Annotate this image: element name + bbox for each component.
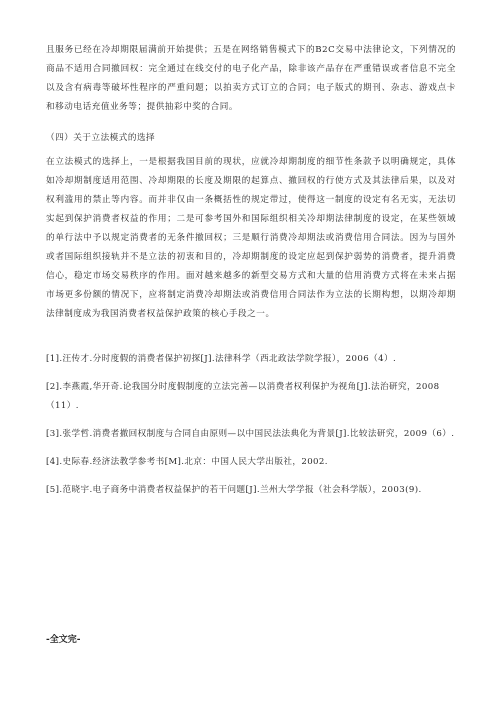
paragraph-top-block — [46, 41, 456, 117]
section-heading-block — [46, 129, 456, 148]
reference-list — [46, 350, 456, 509]
reference-item: [1].汪传才.分时度假的消费者保护初探[J].法律科学（西北政法学院学报），2006（4）. — [46, 354, 397, 364]
reference-item: [2].李燕霞,华开奇.论我国分时度假制度的立法完善—以消费者权利保护为视角[J].法治研究，2008（11）. — [46, 382, 440, 411]
reference-item: [3].张学哲.消费者撤回权制度与合同自由原则—以中国民法法典化为背景[J].比较法研究，2009（6）. — [46, 429, 455, 439]
end-mark: -全文完- — [46, 635, 81, 645]
reference-item: [5].范晓宇.电子商务中消费者权益保护的若干问题[J].兰州大学学报（社会科学版），2003(9). — [46, 485, 422, 495]
paragraph-main-block — [46, 153, 456, 324]
section-heading: （四）关于立法模式的选择 — [46, 133, 156, 143]
paragraph-top: 且服务已经在冷却期限届满前开始提供；五是在网络销售模式下的B2C交易中法律论文，下列情况的商品不适用合同撤回权：完全通过在线交付的电子化产品，除非该产品存在严重错误或者信息不完全以及含有病毒等破坏性程序的严重问题；以拍卖方式订立的合同；电子版式的期刊、杂志、游戏点卡和移动电话充值业务等；提供抽彩中奖的合同。 — [46, 45, 456, 112]
paragraph-main: 在立法模式的选择上，一是根据我国目前的现状，应就冷却期制度的细节性条款予以明确规定，具体如冷却期制度适用范围、冷却期限的长度及期限的起算点、撤回权的行使方式及其法律后果，以及对权利滥用的禁止等内容。而并非仅由一条概括性的规定带过，使得这一制度的设定有名无实，无法切实起到保护消费者权益的作用；二是可参考国外和国际组织相关冷却期法律制度的设定，在某些领域的单行法中予以规定消费者的无条件撤回权；三是顺行消费冷却期法或消费信用合同法。因为与国外或者国际组织接轨并不是立法的初衷和目的，冷却期制度的设定应起到保护弱势的消费者，提升消费信心，稳定市场交易秩序的作用。面对越来越多的新型交易方式和大量的信用消费方式将在未来占据市场更多份额的情况下，应将制定消费冷却期法或消费信用合同法作为立法的长期构想，以期冷却期法律制度成为我国消费者权益保护政策的核心手段之一。 — [46, 157, 456, 319]
reference-item: [4].史际春.经济法教学参考书[M].北京：中国人民大学出版社，2002. — [46, 457, 328, 467]
